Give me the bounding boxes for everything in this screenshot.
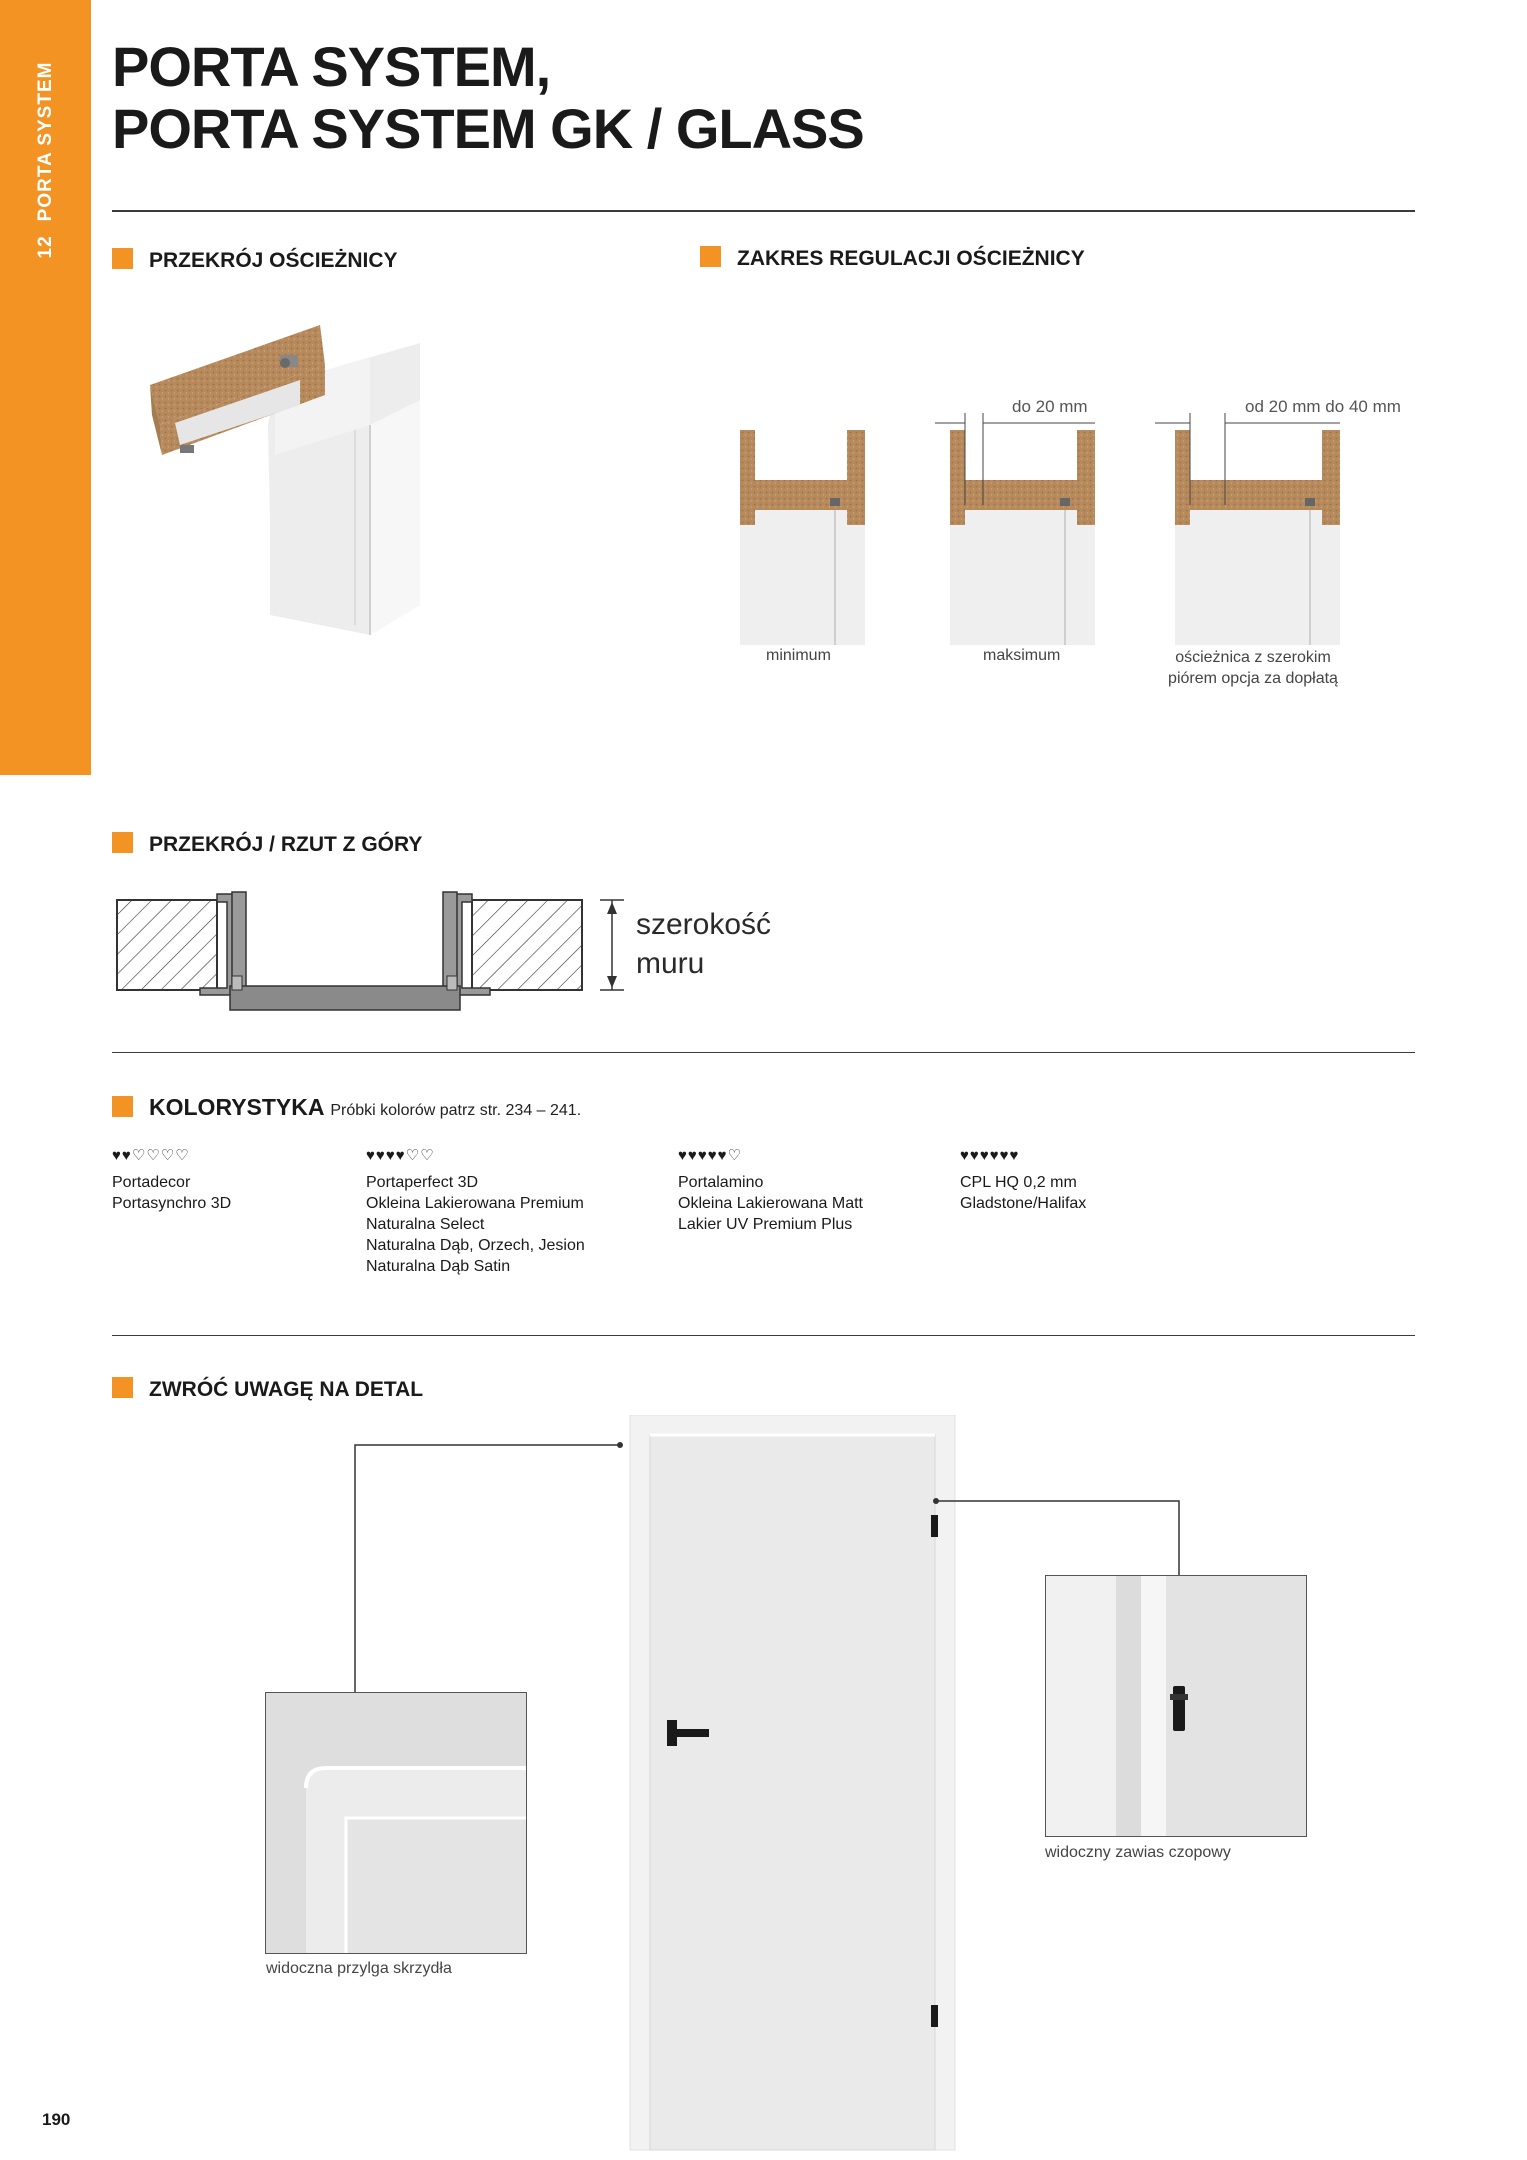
rating-icon: ♥♥♡♡♡♡	[112, 1147, 190, 1164]
frame-maximum	[935, 413, 1095, 645]
frame-3d-illustration	[140, 305, 460, 645]
list-item: Naturalna Dąb Satin	[366, 1258, 511, 1275]
title-line-1: PORTA SYSTEM,	[112, 35, 551, 98]
section-heading-colors: KOLORYSTYKA Próbki kolorów patrz str. 234 – 241.	[112, 1094, 581, 1121]
rating-icon: ♥♥♥♥♥♡	[678, 1147, 742, 1164]
list-item: Lakier UV Premium Plus	[678, 1216, 853, 1233]
section-heading-adjustment: ZAKRES REGULACJI OŚCIEŻNICY	[700, 246, 1085, 271]
section-heading-detail: ZWRÓĆ UWAGĘ NA DETAL	[112, 1377, 423, 1402]
caption-minimum: minimum	[766, 647, 831, 664]
orange-square-icon	[112, 248, 133, 269]
orange-square-icon	[112, 1096, 133, 1117]
list-item: Naturalna Select	[366, 1216, 485, 1233]
list-item: Portasynchro 3D	[112, 1195, 232, 1212]
list-item: Gladstone/Halifax	[960, 1195, 1087, 1212]
rating-icon: ♥♥♥♥♥♥	[960, 1147, 1020, 1164]
sidebar-label-area	[0, 0, 91, 775]
list-item: Naturalna Dąb, Orzech, Jesion	[366, 1237, 585, 1254]
section-heading-cross-section: PRZEKRÓJ OŚCIEŻNICY	[112, 248, 398, 273]
orange-square-icon	[112, 832, 133, 853]
list-item: Portaperfect 3D	[366, 1174, 479, 1191]
caption-maximum: maksimum	[983, 647, 1061, 664]
rating-icon: ♥♥♥♥♡♡	[366, 1147, 435, 1164]
dimension-label-wide: od 20 mm do 40 mm	[1245, 397, 1401, 416]
caption-hinge: widoczny zawias czopowy	[1045, 1844, 1231, 1861]
title-line-2: PORTA SYSTEM GK / GLASS	[112, 97, 864, 160]
color-group-3	[678, 1145, 863, 1235]
list-item: Okleina Lakierowana Matt	[678, 1195, 863, 1212]
section-heading-top-view: PRZEKRÓJ / RZUT Z GÓRY	[112, 832, 422, 857]
chapter-number: 12	[35, 235, 56, 259]
color-group-1	[112, 1145, 231, 1214]
list-item: Portadecor	[112, 1174, 191, 1191]
color-group-2	[366, 1145, 585, 1277]
list-item: CPL HQ 0,2 mm	[960, 1174, 1077, 1191]
orange-square-icon	[700, 246, 721, 267]
top-view-diagram	[112, 880, 632, 1020]
divider-middle	[112, 1052, 1415, 1053]
color-group-4	[960, 1145, 1086, 1214]
caption-rebate: widoczna przylga skrzydła	[266, 1960, 452, 1977]
frame-minimum	[740, 430, 865, 645]
detail-photo-rebate	[265, 1692, 527, 1954]
page-number: 190	[42, 2110, 71, 2129]
wall-width-label: szerokość muru	[636, 908, 772, 980]
dimension-label-max: do 20 mm	[1012, 397, 1088, 416]
caption-wide-tongue: ościeżnica z szerokim piórem opcja za dopłatą	[1168, 649, 1338, 687]
list-item: Portalamino	[678, 1174, 764, 1191]
page-title	[112, 36, 864, 160]
adjustment-illustrations	[735, 395, 1405, 645]
frame-wide-tongue	[1155, 413, 1340, 645]
divider-top	[112, 210, 1415, 212]
chapter-name: PORTA SYSTEM	[35, 61, 56, 222]
list-item: Okleina Lakierowana Premium	[366, 1195, 584, 1212]
sidebar-label	[35, 62, 57, 259]
orange-square-icon	[112, 1377, 133, 1398]
colors-note: Próbki kolorów patrz str. 234 – 241.	[330, 1102, 582, 1119]
divider-lower	[112, 1335, 1415, 1336]
detail-photo-hinge	[1045, 1575, 1307, 1837]
